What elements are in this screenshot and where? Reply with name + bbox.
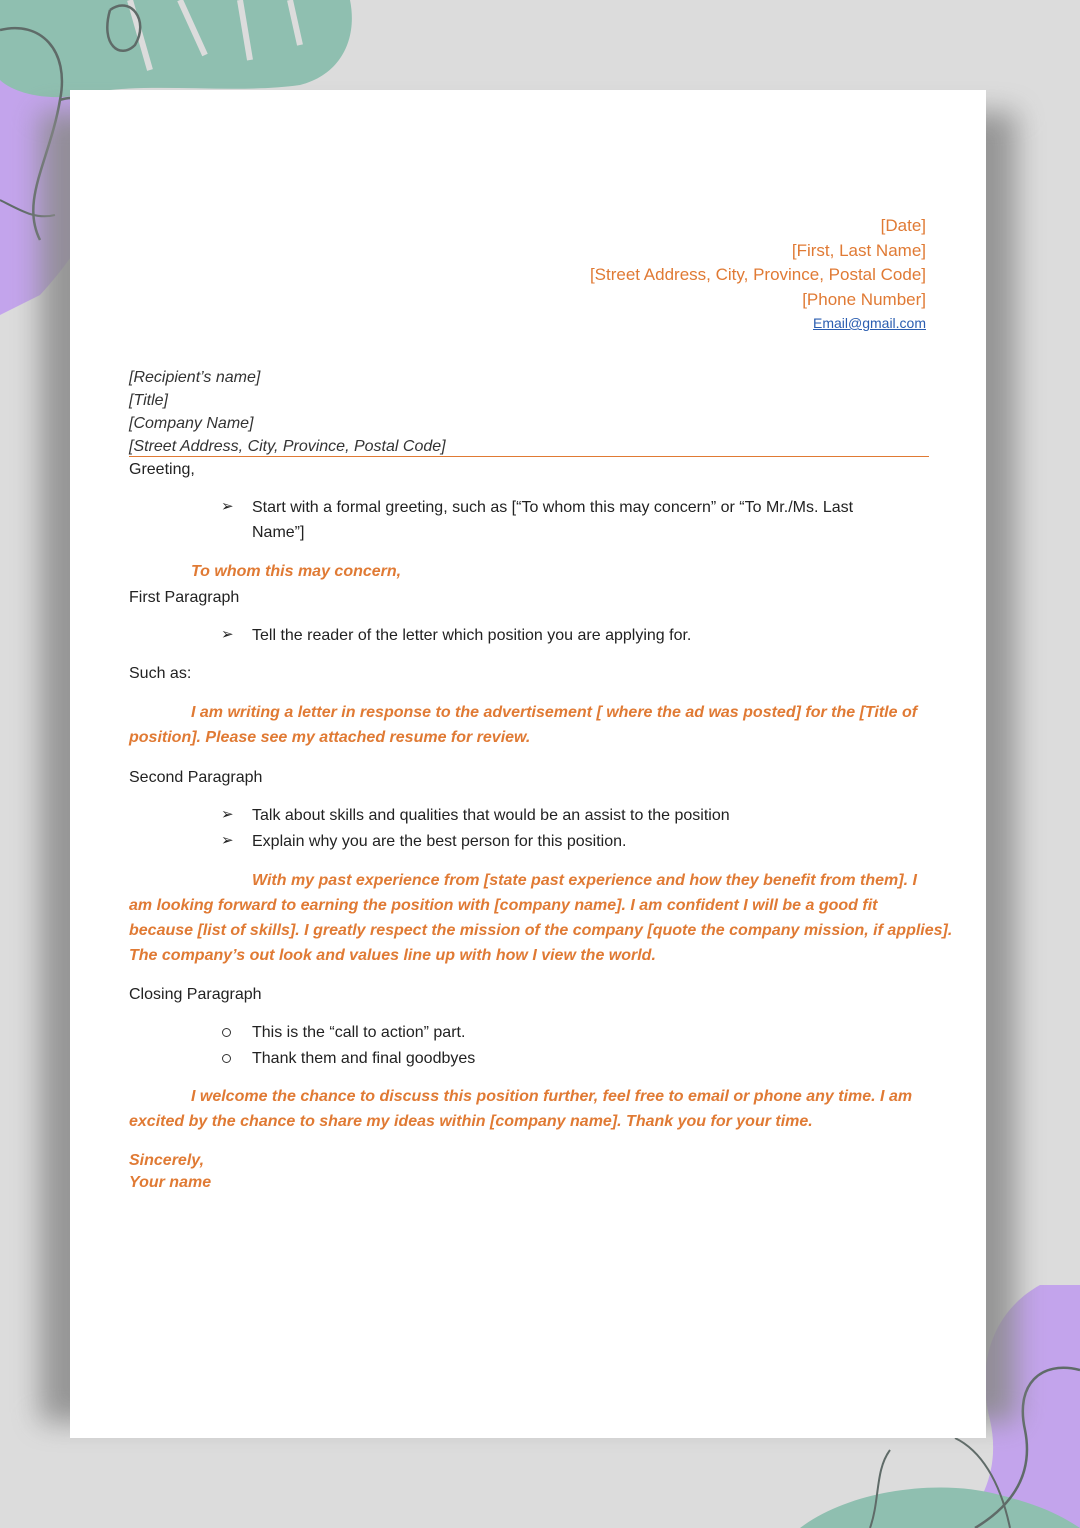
recipient-title: [Title] (129, 392, 168, 409)
greeting-example: To whom this may concern, (191, 563, 402, 580)
second-paragraph-example-line3: because [list of skills]. I greatly respect the mission of the company [quote the company mission, if applies]. (129, 922, 953, 939)
arrow-bullet-icon: ➢ (221, 498, 234, 515)
arrow-bullet-icon: ➢ (221, 626, 234, 643)
circle-bullet-icon (222, 1054, 231, 1063)
sender-block (590, 214, 926, 334)
closing-paragraph-example-line2: excited by the chance to share my ideas within [company name]. Thank you for your time. (129, 1113, 813, 1130)
greeting-tip-line1: Start with a formal greeting, such as [“To whom this may concern” or “To Mr./Ms. Last (252, 499, 854, 516)
recipient-block (129, 366, 929, 458)
sender-date: [Date] (880, 216, 926, 235)
closing-paragraph-example-line1: I welcome the chance to discuss this position further, feel free to email or phone any time. I am (191, 1088, 913, 1105)
second-paragraph-tip1: Talk about skills and qualities that would be an assist to the position (252, 807, 730, 824)
first-paragraph-example-line2: position]. Please see my attached resume for review. (129, 729, 531, 746)
second-paragraph-example-line4: The company’s out look and values line up with how I view the world. (129, 947, 656, 964)
sender-address: [Street Address, City, Province, Postal Code] (589, 265, 926, 284)
arrow-bullet-icon: ➢ (221, 832, 234, 849)
divider-line (129, 456, 929, 457)
second-paragraph-example-line2: am looking forward to earning the position with [company name]. I am confident I will be a good fit (129, 897, 878, 914)
first-paragraph-heading: First Paragraph (129, 589, 240, 606)
signoff-your-name: Your name (129, 1174, 212, 1191)
second-paragraph-heading: Second Paragraph (129, 769, 263, 786)
first-paragraph-example-line1: I am writing a letter in response to the advertisement [ where the ad was posted] for the [Title of (191, 704, 918, 721)
such-as-label: Such as: (129, 665, 192, 682)
recipient-company: [Company Name] (129, 415, 254, 432)
recipient-address: [Street Address, City, Province, Postal Code] (129, 438, 446, 455)
second-paragraph-tip2: Explain why you are the best person for this position. (252, 833, 627, 850)
letter-page (70, 90, 986, 1438)
first-paragraph-tip: Tell the reader of the letter which position you are applying for. (252, 627, 692, 644)
greeting-heading: Greeting, (129, 461, 195, 478)
second-paragraph-example-line1: With my past experience from [state past experience and how they benefit from them]. I (252, 872, 917, 889)
sender-email-link[interactable]: Email@gmail.com (812, 315, 926, 331)
sender-name: [First, Last Name] (791, 240, 926, 260)
recipient-name: [Recipient’s name] (129, 369, 261, 386)
greeting-tip-line2: Name”] (252, 524, 305, 541)
circle-bullet-icon (222, 1028, 231, 1037)
sender-phone: [Phone Number] (802, 289, 926, 309)
closing-paragraph-tip2: Thank them and final goodbyes (252, 1050, 476, 1067)
arrow-bullet-icon: ➢ (221, 806, 234, 823)
closing-paragraph-tip1: This is the “call to action” part. (252, 1024, 466, 1041)
signoff-sincerely: Sincerely, (129, 1152, 205, 1169)
closing-paragraph-heading: Closing Paragraph (129, 986, 262, 1003)
